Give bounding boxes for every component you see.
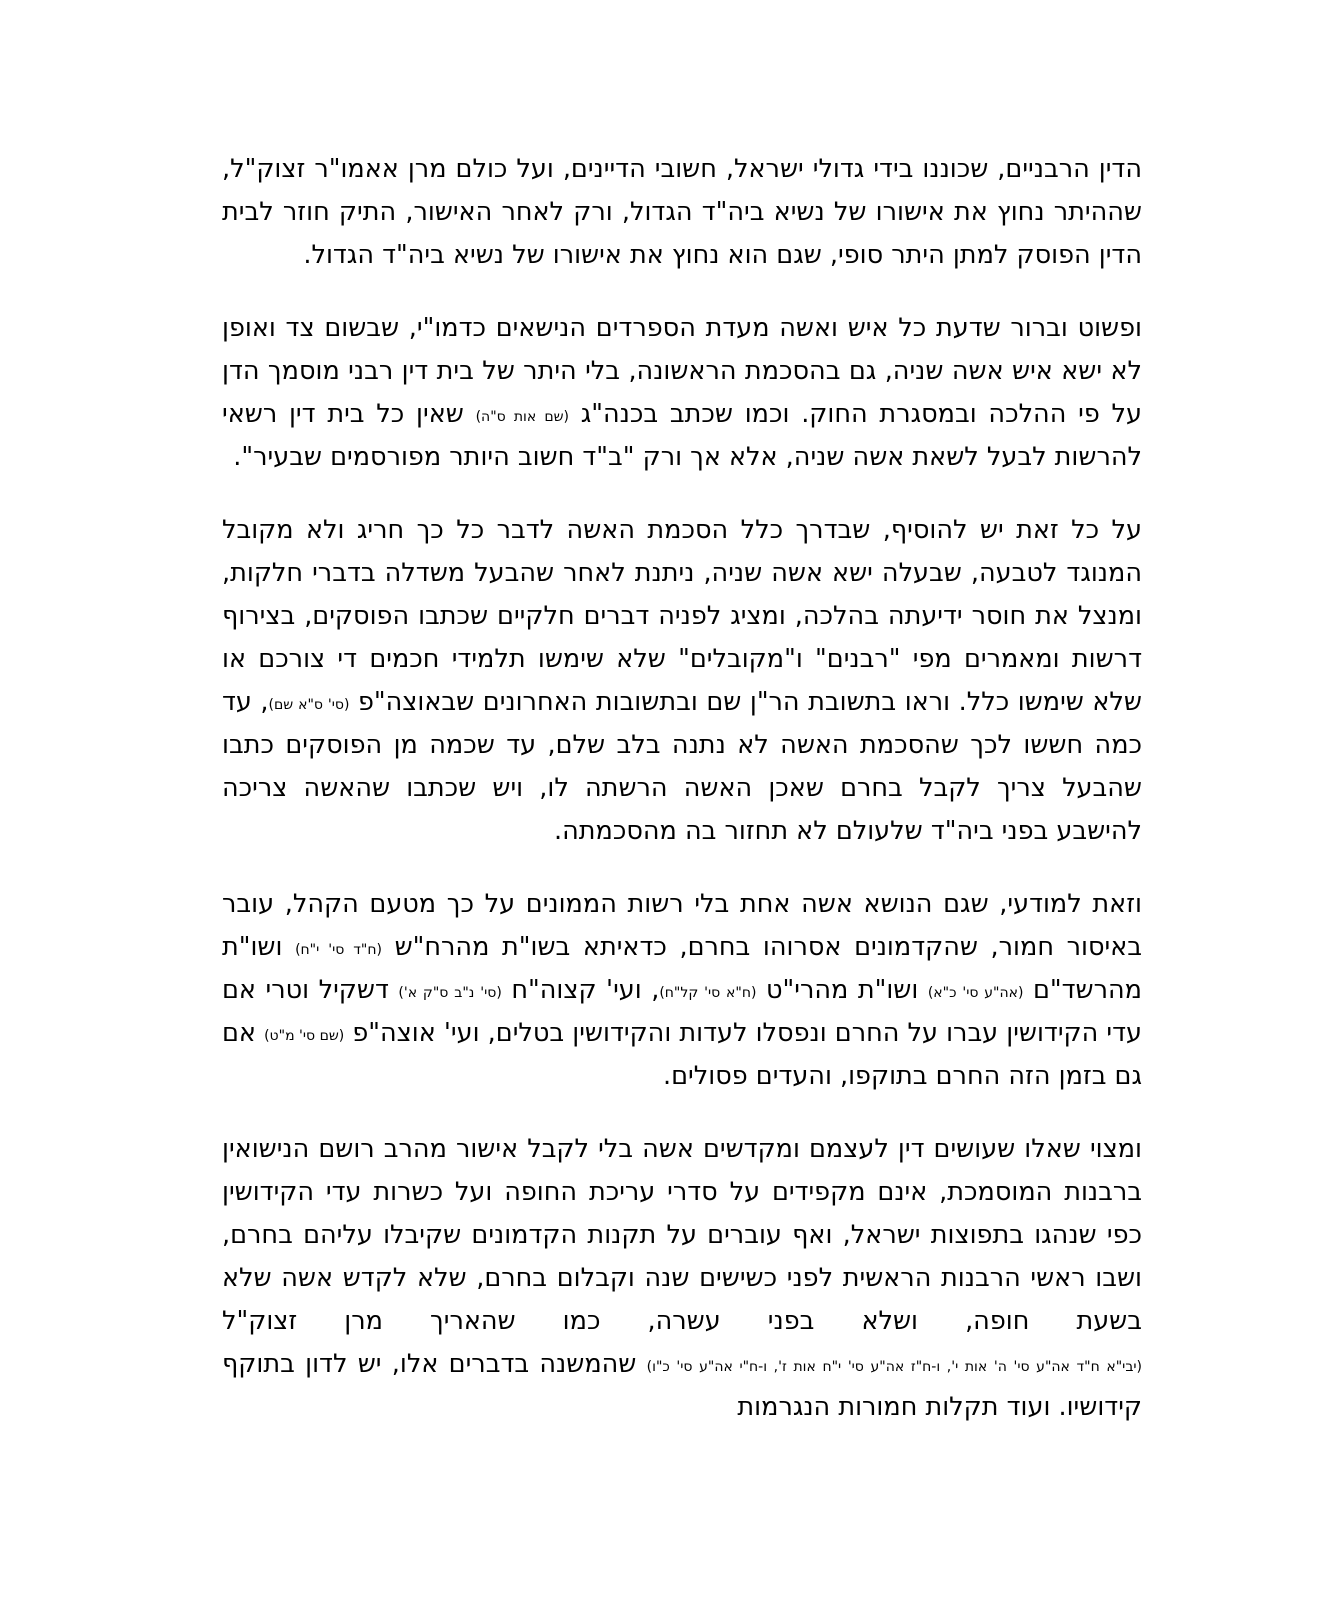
body-text: דשקיל וטרי אם עדי הקידושין עברו על החרם ונפסלו לעדות והקידושין בטלים, ועי' אוצה"פ bbox=[222, 975, 1143, 1048]
paragraph bbox=[222, 1128, 1142, 1429]
source-citation: (שם סי' מ"ט) bbox=[264, 1028, 345, 1044]
document-body bbox=[222, 148, 1142, 1429]
source-citation: (ח"א סי' קל"ח) bbox=[659, 985, 757, 1001]
paragraph bbox=[222, 307, 1142, 479]
body-text: ושו"ת מהרי"ט bbox=[756, 975, 928, 1005]
source-citation: (סי' נ"ב ס"ק א') bbox=[398, 985, 502, 1001]
paragraph bbox=[222, 883, 1142, 1098]
source-citation: (אה"ע סי' כ"א) bbox=[927, 985, 1024, 1001]
body-text: , ועי' קצוה"ח bbox=[501, 975, 660, 1005]
paragraph bbox=[222, 509, 1142, 853]
body-text: , עד כמה חששו לכך שהסכמת האשה לא נתנה בלב שלם, עד שכמה מן הפוסקים כתבו שהבעל צריך לקבל בחרם שאכן האשה הרשתה לו, ויש שכתבו שהאשה צריכה להישבע בפני ביה"ד שלעולם לא תחזור בה מהסכמתה. bbox=[222, 687, 1142, 846]
body-text: ושו"ת מהרשד"ם bbox=[222, 932, 1143, 1005]
source-citation: (ח"ד סי' י"ח) bbox=[295, 942, 382, 958]
source-citation: (יבי"א ח"ד אה"ע סי' ה' אות י', ו-ח"ז אה"ע סי' י"ח אות ז', ו-ח"י אה"ע סי' כ"ו) bbox=[646, 1359, 1143, 1375]
body-text: שאין כל בית דין רשאי להרשות לבעל לשאת אשה שניה, אלא אך ורק "ב"ד חשוב היותר מפורסמים שבעיר". bbox=[222, 399, 1142, 472]
source-citation: (שם אות ס"ה) bbox=[475, 409, 570, 425]
paragraph bbox=[222, 148, 1142, 277]
body-text: וזאת למודעי, שגם הנושא אשה אחת בלי רשות הממונים על כך מטעם הקהל, עובר באיסור חמור, שהקדמונים אסרוהו בחרם, כדאיתא בשו"ת מהרח"ש bbox=[222, 889, 1142, 962]
body-text: על כל זאת יש להוסיף, שבדרך כלל הסכמת האשה לדבר כל כך חריג ולא מקובל המנוגד לטבעה, שבעלה ישא אשה שניה, ניתנת לאחר שהבעל משדלה בדברי חלקות, ומנצל את חוסר ידיעתה בהלכה, ומציג לפניה דברים חלקיים שכתבו הפוסקים, בצירוף דרשות ומאמרים מפי "רבנים" ו"מקובלים" שלא שימשו תלמידי חכמים די צורכם או שלא שימשו כלל. וראו בתשובת הר"ן שם ובתשובות האחרונים שבאוצה"פ bbox=[222, 515, 1142, 717]
body-text: ופשוט וברור שדעת כל איש ואשה מעדת הספרדים הנישאים כדמו"י, שבשום צד ואופן לא ישא איש אשה שניה, גם בהסכמת הראשונה, בלי היתר של בית דין רבני מוסמך הדן על פי ההלכה ובמסגרת החוק. וכמו שכתב בכנה"ג bbox=[222, 313, 1143, 429]
body-text: הדין הרבניים, שכוננו בידי גדולי ישראל, חשובי הדיינים, ועל כולם מרן אאמו"ר זצוק"ל, שההיתר נחוץ את אישורו של נשיא ביה"ד הגדול, ורק לאחר האישור, התיק חוזר לבית הדין הפוסק למתן היתר סופי, שגם הוא נחוץ את אישורו של נשיא ביה"ד הגדול. bbox=[222, 154, 1142, 270]
source-citation: (סי' ס"א שם) bbox=[268, 697, 350, 713]
body-text: אם גם בזמן הזה החרם בתוקפו, והעדים פסולים. bbox=[222, 1018, 1142, 1091]
body-text: שהמשנה בדברים אלו, יש לדון בתוקף קידושיו. ועוד תקלות חמורות הנגרמות bbox=[222, 1349, 1142, 1422]
body-text: ומצוי שאלו שעושים דין לעצמם ומקדשים אשה בלי לקבל אישור מהרב רושם הנישואין ברבנות המוסמכת, אינם מקפידים על סדרי עריכת החופה ועל כשרות עדי הקידושין כפי שנהגו בתפוצות ישראל, ואף עוברים על תקנות הקדמונים שקיבלו עליהם בחרם, ושבו ראשי הרבנות הראשית לפני כשישים שנה וקבלום בחרם, שלא לקדש אשה שלא בשעת חופה, ושלא בפני עשרה, כמו שהאריך מרן זצוק"ל bbox=[222, 1134, 1142, 1336]
